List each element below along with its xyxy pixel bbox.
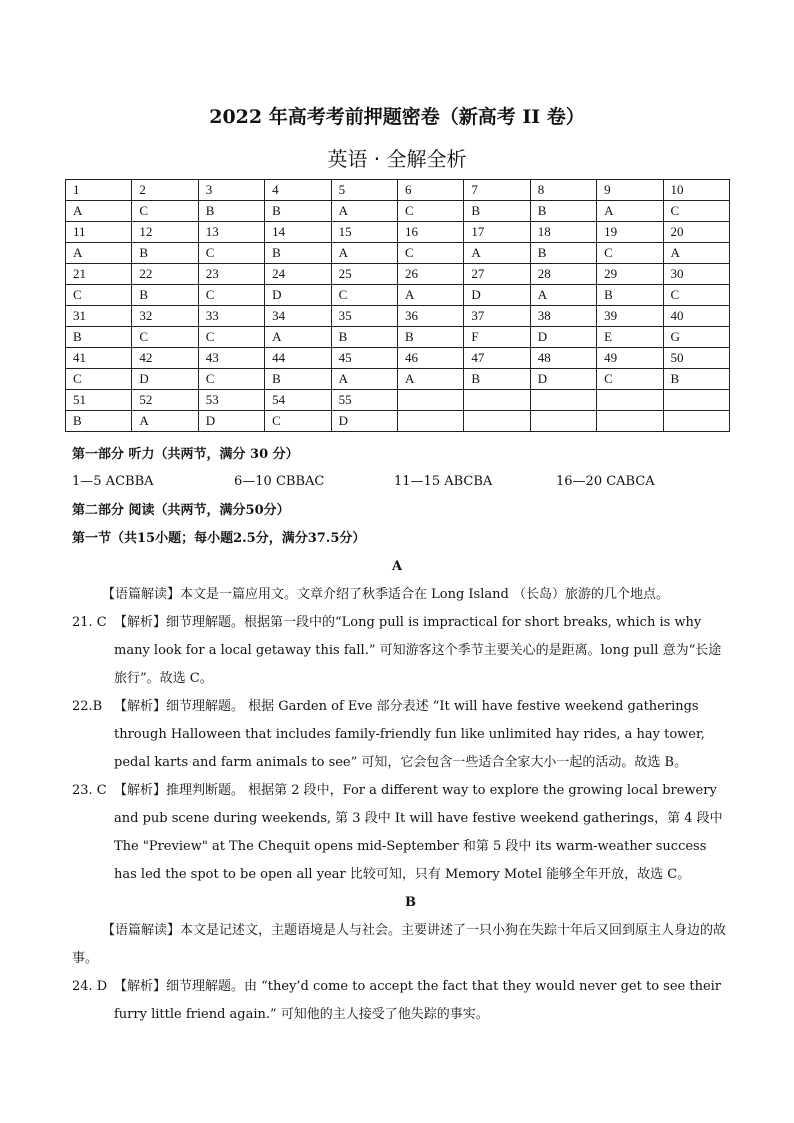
- question-number-cell: 28: [530, 264, 596, 285]
- answer-letter-cell: A: [530, 285, 596, 306]
- answer-letter-row: [66, 243, 730, 264]
- question-number-cell: [464, 390, 530, 411]
- question-number-cell: 45: [331, 348, 397, 369]
- question-number-cell: 35: [331, 306, 397, 327]
- question-number-cell: 44: [265, 348, 331, 369]
- question-number-cell: [397, 390, 463, 411]
- answer-letter-cell: D: [265, 285, 331, 306]
- part1-heading: 第一部分 听力（共两节，满分 30 分）: [72, 447, 299, 462]
- question-number-cell: 21: [66, 264, 132, 285]
- answer-letter-cell: B: [397, 327, 463, 348]
- question-number-cell: 12: [132, 222, 198, 243]
- question-number-row: [66, 222, 730, 243]
- question-number-cell: 55: [331, 390, 397, 411]
- answer-letter-cell: B: [597, 285, 663, 306]
- question-number-row: [66, 306, 730, 327]
- question-number-row: [66, 264, 730, 285]
- question-number-cell: 53: [198, 390, 264, 411]
- passage-a-letter: A: [392, 559, 403, 574]
- part2-section1-heading: 第一节（共15小题；每小题2.5分，满分37.5分）: [72, 531, 366, 546]
- answer-letter-cell: A: [663, 243, 729, 264]
- passage-b-intro: 【语篇解读】本文是记述文，主题语境是人与社会。主要讲述了一只小狗在失踪十年后又回到原主人身边的故事。: [72, 923, 727, 966]
- answer-letter-cell: C: [198, 369, 264, 390]
- question-number-row: [66, 348, 730, 369]
- answer-letter-cell: D: [530, 369, 596, 390]
- question-number-cell: 54: [265, 390, 331, 411]
- question-number-cell: 41: [66, 348, 132, 369]
- answer-letter-cell: C: [331, 285, 397, 306]
- listening-answer-4: 16—20 CABCA: [556, 474, 655, 489]
- document-subtitle: 英语 · 全解全析: [327, 147, 467, 171]
- question-number-cell: 25: [331, 264, 397, 285]
- question-number-cell: 7: [464, 180, 530, 201]
- answer-23-text: 【解析】推理判断题。 根据第 2 段中，For a different way to explore the growing local brewery and pub scene during weekends, 第 3 段中 It will have festive weekend gatherings，第 4 段中 The "Preview" at The Chequit opens mid-September 和第 5 段中 its warm-weather success has led the spot to be open all year 比较可知，只有 Memory Motel 能够全年开放，故选 C。: [114, 783, 723, 882]
- passage-a-intro: 【语篇解读】本文是一篇应用文。文章介绍了秋季适合在 Long Island （长岛）旅游的几个地点。: [102, 587, 669, 602]
- answer-letter-cell: [464, 411, 530, 432]
- question-number-cell: 11: [66, 222, 132, 243]
- answer-letter-cell: C: [66, 285, 132, 306]
- answer-23-number: 23. C: [72, 783, 107, 798]
- question-number-cell: 48: [530, 348, 596, 369]
- answer-letter-cell: C: [132, 201, 198, 222]
- question-number-cell: 30: [663, 264, 729, 285]
- listening-answer-1: 1—5 ACBBA: [72, 474, 154, 489]
- question-number-cell: 10: [663, 180, 729, 201]
- answer-letter-cell: A: [331, 369, 397, 390]
- question-number-cell: 24: [265, 264, 331, 285]
- answer-letter-cell: C: [198, 243, 264, 264]
- question-number-cell: 18: [530, 222, 596, 243]
- question-number-cell: 15: [331, 222, 397, 243]
- answer-letter-cell: A: [331, 243, 397, 264]
- question-number-cell: [530, 390, 596, 411]
- answer-letter-cell: A: [597, 201, 663, 222]
- question-number-cell: 43: [198, 348, 264, 369]
- answer-letter-cell: [397, 411, 463, 432]
- answer-letter-row: [66, 285, 730, 306]
- question-number-cell: 31: [66, 306, 132, 327]
- question-number-cell: 23: [198, 264, 264, 285]
- question-number-cell: 37: [464, 306, 530, 327]
- question-number-cell: 29: [597, 264, 663, 285]
- question-number-row: [66, 390, 730, 411]
- listening-answer-3: 11—15 ABCBA: [394, 474, 493, 489]
- question-number-cell: [663, 390, 729, 411]
- question-number-cell: 5: [331, 180, 397, 201]
- question-number-row: [66, 180, 730, 201]
- question-number-cell: 22: [132, 264, 198, 285]
- question-number-cell: 2: [132, 180, 198, 201]
- answer-letter-cell: B: [265, 369, 331, 390]
- answer-key-table: [65, 179, 730, 432]
- answer-letter-cell: B: [464, 201, 530, 222]
- answer-letter-cell: A: [66, 243, 132, 264]
- answer-22-text: 【解析】细节理解题。 根据 Garden of Eve 部分表述 “It will have festive weekend gatherings through Halloween that includes family-friendly fun like unlimited hay rides, a hay tower, pedal karts and farm animals to see” 可知，它会包含一些适合全家大小一起的活动。故选 B。: [114, 699, 705, 770]
- question-number-cell: 17: [464, 222, 530, 243]
- answer-letter-cell: B: [530, 243, 596, 264]
- answer-letter-cell: C: [198, 327, 264, 348]
- answer-letter-row: [66, 201, 730, 222]
- question-number-cell: 34: [265, 306, 331, 327]
- question-number-cell: 47: [464, 348, 530, 369]
- answer-letter-cell: [530, 411, 596, 432]
- answer-letter-cell: C: [66, 369, 132, 390]
- listening-answers: [72, 474, 732, 494]
- question-number-cell: 27: [464, 264, 530, 285]
- answer-letter-cell: B: [66, 411, 132, 432]
- answer-21-number: 21. C: [72, 615, 107, 630]
- answer-letter-cell: D: [530, 327, 596, 348]
- question-number-cell: 13: [198, 222, 264, 243]
- answer-letter-cell: D: [464, 285, 530, 306]
- answer-letter-cell: D: [132, 369, 198, 390]
- answer-letter-cell: B: [198, 201, 264, 222]
- listening-answer-2: 6—10 CBBAC: [234, 474, 325, 489]
- answer-letter-cell: [597, 411, 663, 432]
- question-number-cell: 49: [597, 348, 663, 369]
- answer-letter-cell: F: [464, 327, 530, 348]
- question-number-cell: 4: [265, 180, 331, 201]
- question-number-cell: 50: [663, 348, 729, 369]
- answer-letter-cell: B: [66, 327, 132, 348]
- part2-heading: 第二部分 阅读（共两节，满分50分）: [72, 503, 290, 518]
- answer-letter-cell: B: [663, 369, 729, 390]
- answer-letter-cell: C: [198, 285, 264, 306]
- question-number-cell: 19: [597, 222, 663, 243]
- question-number-cell: 14: [265, 222, 331, 243]
- answer-letter-cell: E: [597, 327, 663, 348]
- answer-letter-row: [66, 327, 730, 348]
- passage-b-letter: B: [405, 895, 416, 910]
- answer-letter-cell: D: [198, 411, 264, 432]
- answer-24-text: 【解析】细节理解题。由 “they’d come to accept the fact that they would never get to see their furry little friend again.” 可知他的主人接受了他失踪的事实。: [114, 979, 722, 1022]
- answer-letter-cell: C: [397, 243, 463, 264]
- answer-24-number: 24. D: [72, 979, 108, 994]
- question-number-cell: 52: [132, 390, 198, 411]
- answer-letter-cell: B: [265, 243, 331, 264]
- question-number-cell: 1: [66, 180, 132, 201]
- question-number-cell: 32: [132, 306, 198, 327]
- answer-letter-cell: C: [597, 369, 663, 390]
- question-number-cell: 46: [397, 348, 463, 369]
- answer-letter-cell: C: [265, 411, 331, 432]
- answer-letter-cell: B: [265, 201, 331, 222]
- answer-letter-cell: G: [663, 327, 729, 348]
- answer-letter-cell: C: [597, 243, 663, 264]
- answer-letter-cell: A: [66, 201, 132, 222]
- answer-letter-cell: A: [464, 243, 530, 264]
- answer-letter-row: [66, 369, 730, 390]
- question-number-cell: 3: [198, 180, 264, 201]
- answer-letter-cell: B: [530, 201, 596, 222]
- answer-letter-cell: [663, 411, 729, 432]
- answer-letter-cell: B: [132, 285, 198, 306]
- answer-letter-cell: A: [132, 411, 198, 432]
- question-number-cell: 8: [530, 180, 596, 201]
- answer-21-text: 【解析】细节理解题。根据第一段中的“Long pull is impractical for short breaks, which is why many look for a local getaway this fall.” 可知游客这个季节主要关心的是距离。long pull 意为“长途旅行”。故选 C。: [114, 615, 722, 686]
- question-number-cell: 38: [530, 306, 596, 327]
- question-number-cell: 36: [397, 306, 463, 327]
- question-number-cell: 20: [663, 222, 729, 243]
- answer-letter-row: [66, 411, 730, 432]
- answer-letter-cell: A: [397, 285, 463, 306]
- answer-letter-cell: B: [331, 327, 397, 348]
- answer-22-number: 22.B: [72, 699, 103, 714]
- answer-letter-cell: D: [331, 411, 397, 432]
- question-number-cell: 51: [66, 390, 132, 411]
- answer-letter-cell: C: [663, 285, 729, 306]
- question-number-cell: 16: [397, 222, 463, 243]
- question-number-cell: 39: [597, 306, 663, 327]
- answer-letter-cell: A: [265, 327, 331, 348]
- answer-letter-cell: A: [331, 201, 397, 222]
- answer-letter-cell: B: [464, 369, 530, 390]
- question-number-cell: 6: [397, 180, 463, 201]
- answer-letter-cell: C: [397, 201, 463, 222]
- answer-letter-cell: C: [132, 327, 198, 348]
- question-number-cell: 42: [132, 348, 198, 369]
- question-number-cell: 33: [198, 306, 264, 327]
- question-number-cell: 40: [663, 306, 729, 327]
- answer-letter-cell: A: [397, 369, 463, 390]
- question-number-cell: 9: [597, 180, 663, 201]
- answer-letter-cell: C: [663, 201, 729, 222]
- question-number-cell: [597, 390, 663, 411]
- document-title: 2022 年高考考前押题密卷（新高考 II 卷）: [209, 106, 585, 128]
- question-number-cell: 26: [397, 264, 463, 285]
- answer-letter-cell: B: [132, 243, 198, 264]
